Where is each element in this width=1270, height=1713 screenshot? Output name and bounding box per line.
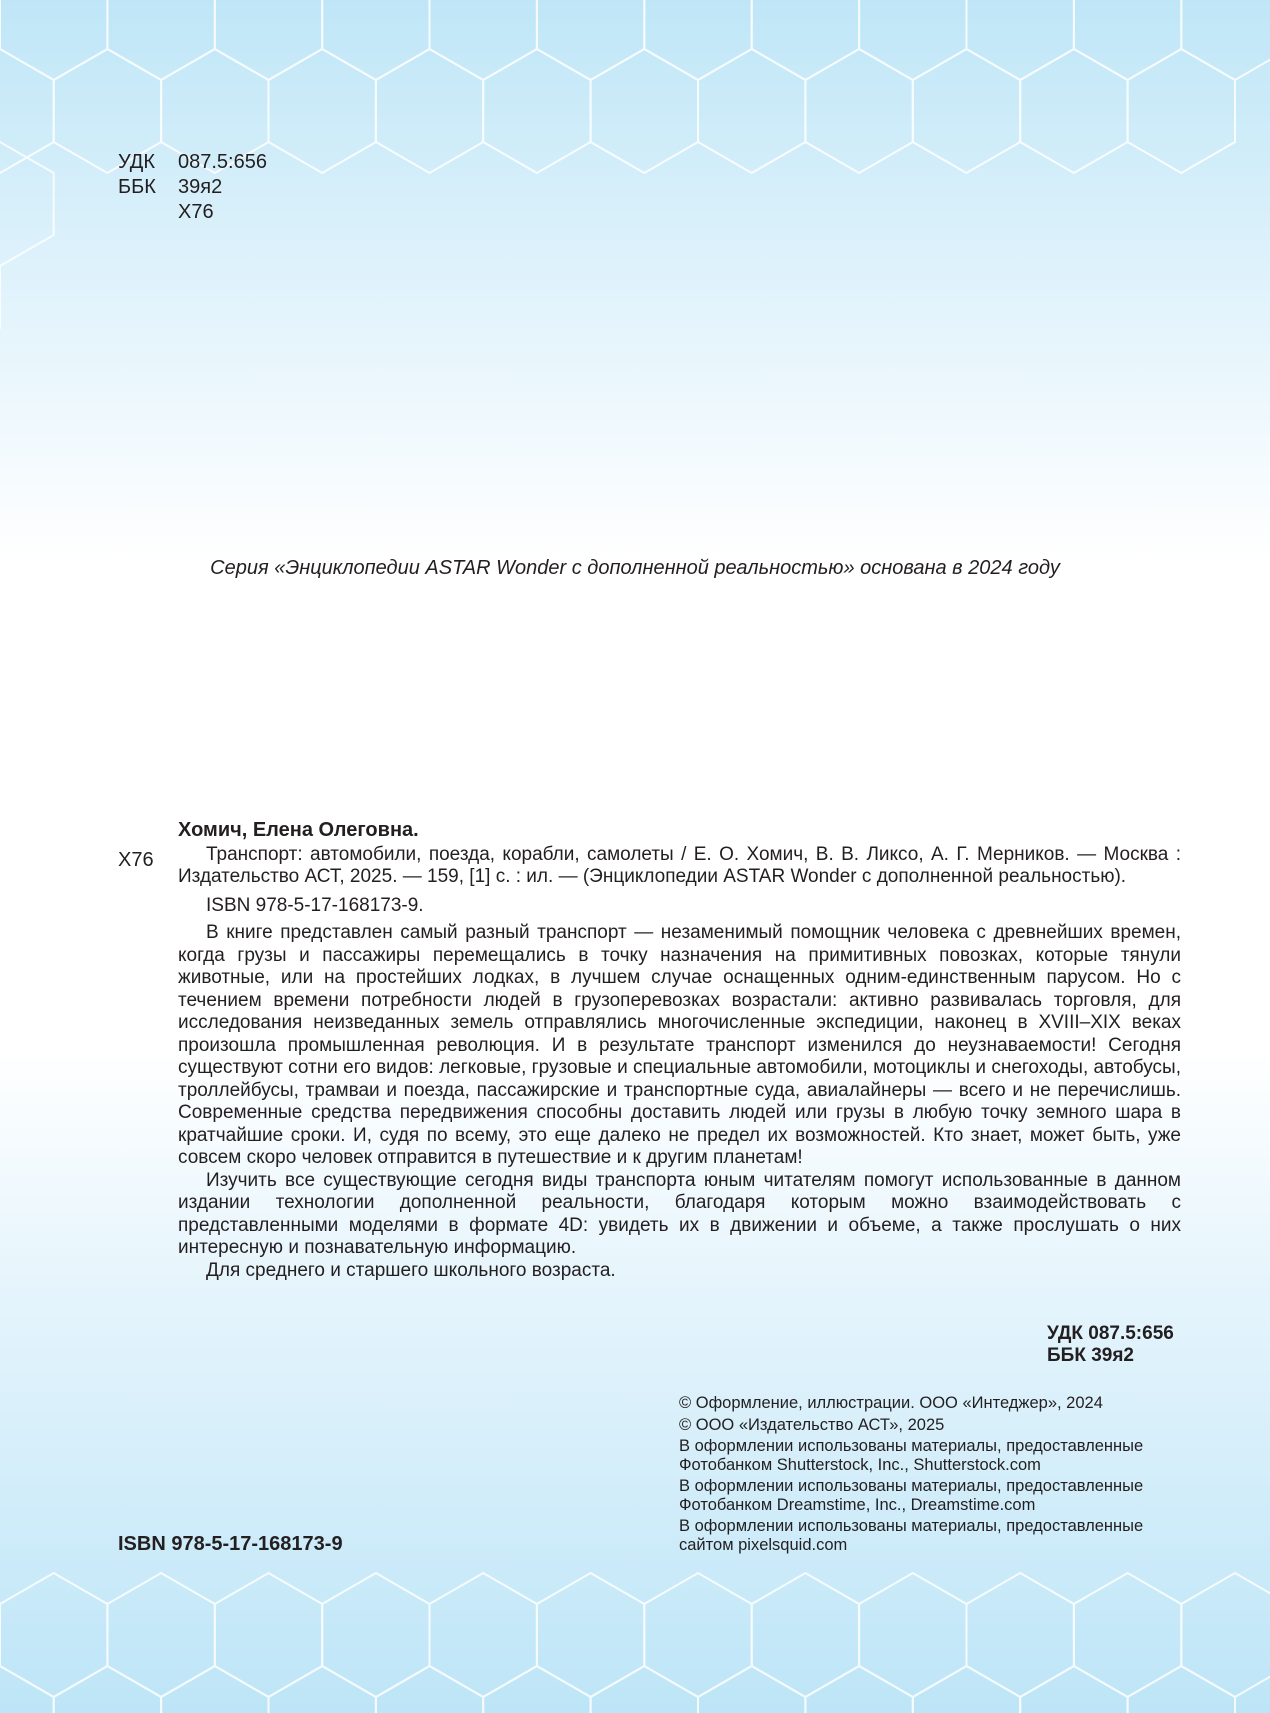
hexagon-shape xyxy=(1020,49,1127,173)
hexagon-shape xyxy=(107,1573,214,1697)
hexagon-shape xyxy=(376,1666,483,1713)
age-note: Для среднего и старшего школьного возраста. xyxy=(206,1259,616,1281)
hexagon-pattern-side xyxy=(0,142,54,359)
catalog-bibliographic-description: Транспорт: автомобили, поезда, корабли, самолеты / Е. О. Хомич, В. В. Ликсо, А. Г. Мерников. — Москва : Издательство АСТ, 2025. — 159, [1] с. : ил. — (Энциклопедии ASTAR Wonder с дополненной реальностью). xyxy=(178,843,1181,887)
catalog-card xyxy=(178,819,1181,1282)
credit-line: сайтом pixelsquid.com xyxy=(679,1535,848,1554)
credit-line: В оформлении использованы материалы, предоставленные xyxy=(679,1437,1144,1455)
hexagon-shape xyxy=(967,1573,1074,1697)
bbk-row xyxy=(118,175,267,200)
bottom-bbk: ББК 39я2 xyxy=(1047,1345,1134,1366)
classification-block xyxy=(118,150,267,225)
credit-shutterstock xyxy=(679,1437,1199,1474)
udk-value: 087.5:656 xyxy=(178,151,267,173)
credit-line: Фотобанком Shutterstock, Inc., Shutterstock.com xyxy=(679,1455,1041,1474)
hexagon-shape xyxy=(805,49,912,173)
hexagon-shape xyxy=(1128,49,1235,173)
series-note: Серия «Энциклопедии ASTAR Wonder с дополненной реальностью» основана в 2024 году xyxy=(210,557,1060,579)
hexagon-shape xyxy=(0,1573,107,1697)
bottom-classification xyxy=(1047,1323,1174,1367)
hexagon-shape xyxy=(537,1573,644,1697)
hexagon-shape xyxy=(698,49,805,173)
hexagon-shape xyxy=(805,1666,912,1713)
hexagon-shape xyxy=(1020,1666,1127,1713)
hexagon-shape xyxy=(752,0,859,80)
hexagon-shape xyxy=(913,1666,1020,1713)
hexagon-shape xyxy=(591,49,698,173)
bbk-label: ББК xyxy=(118,176,156,198)
hexagon-shape xyxy=(215,0,322,80)
hexagon-shape xyxy=(161,1666,268,1713)
hexagon-shape xyxy=(1074,1573,1181,1697)
hexagon-shape xyxy=(859,1573,966,1697)
hexagon-shape xyxy=(0,1666,54,1713)
catalog-author: Хомич, Елена Олеговна. xyxy=(178,819,419,841)
annotation-paragraph: В книге представлен самый разный транспорт — незаменимый помощник человека с древнейших времен, когда грузы и пассажиры перемещались в точку назначения на примитивных повозках, которые тянули животные, или на простейших лодках, в лучшем случае оснащенных одним-единственным парусом. Но с течением времени потребности людей в грузоперевозках возрастали: активно развивалась торговля, для исследования неизведанных земель отправлялись многочисленные экспедиции, наконец в XVIII–XIX веках произошла промышленная революция. И в результате транспорт изменился до неузнаваемости! Сегодня существуют сотни его видов: легковые, грузовые и специальные автомобили, мотоциклы и снегоходы, автобусы, троллейбусы, трамваи и поезда, пассажирские и транспортные суда, авиалайнеры — всего и не перечислишь. Современные средства передвижения способны доставить людей или грузы в любую точку земного шара в кратчайшие сроки. И, судя по всему, это еще далеко не предел их возможностей. Кто знает, может быть, уже совсем скоро человек отправится в путешествие и к другим планетам! xyxy=(178,922,1181,1168)
hexagon-shape xyxy=(913,49,1020,173)
catalog-isbn: ISBN 978-5-17-168173-9. xyxy=(206,894,424,916)
author-mark: Х76 xyxy=(178,201,214,223)
hexagon-shape xyxy=(269,49,376,173)
credit-line: В оформлении использованы материалы, предоставленные xyxy=(679,1477,1144,1495)
author-mark-row xyxy=(118,200,267,225)
credit-pixelsquid xyxy=(679,1517,1199,1554)
hexagon-shape xyxy=(483,1666,590,1713)
credit-line: В оформлении использованы материалы, предоставленные xyxy=(679,1517,1144,1535)
hexagon-shape xyxy=(376,49,483,173)
hexagon-shape xyxy=(859,0,966,80)
hexagon-shape xyxy=(322,0,429,80)
hexagon-shape xyxy=(483,49,590,173)
credit-line: Фотобанком Dreamstime, Inc., Dreamstime.com xyxy=(679,1495,1036,1514)
isbn-bottom: ISBN 978-5-17-168173-9 xyxy=(118,1533,343,1555)
bbk-value: 39я2 xyxy=(178,176,223,198)
hexagon-shape xyxy=(644,0,751,80)
hexagon-shape xyxy=(430,0,537,80)
hexagon-shape xyxy=(1074,0,1181,80)
hexagon-shape xyxy=(54,1666,161,1713)
hexagon-shape xyxy=(0,0,107,80)
hexagon-shape xyxy=(1181,1573,1270,1697)
copyright-design: © Оформление, иллюстрации. ООО «Интеджер», 2024 xyxy=(679,1394,1103,1412)
hexagon-shape xyxy=(644,1573,751,1697)
hexagon-shape xyxy=(1128,1666,1235,1713)
hexagon-shape xyxy=(967,0,1074,80)
hexagon-shape xyxy=(591,1666,698,1713)
hexagon-shape xyxy=(215,1573,322,1697)
hexagon-shape xyxy=(322,1573,429,1697)
hexagon-shape xyxy=(0,49,54,173)
hexagon-pattern-bottom xyxy=(0,1573,1270,1713)
udk-row xyxy=(118,150,267,175)
hexagon-pattern-top xyxy=(0,0,1270,173)
copyright-publisher: © ООО «Издательство АСТ», 2025 xyxy=(679,1415,945,1434)
hexagon-shape xyxy=(752,1573,859,1697)
credit-dreamstime xyxy=(679,1477,1199,1514)
copyright-block xyxy=(679,1394,1199,1557)
catalog-index-mark: Х76 xyxy=(118,849,154,871)
annotation-paragraph: Изучить все существующие сегодня виды транспорта юным читателям помогут использованные в данном издании технологии дополненной реальности, благодаря которым можно взаимодействовать с представленными моделями в формате 4D: увидеть их в движении и объеме, а также прослушать о них интересную и познавательную информацию. xyxy=(178,1169,1181,1258)
hexagon-shape xyxy=(430,1573,537,1697)
bottom-udk: УДК 087.5:656 xyxy=(1047,1323,1174,1344)
hexagon-shape xyxy=(0,142,54,266)
hexagon-shape xyxy=(1181,0,1270,80)
udk-label: УДК xyxy=(118,151,156,173)
hexagon-shape xyxy=(107,0,214,80)
hexagon-shape xyxy=(537,0,644,80)
hexagon-shape xyxy=(698,1666,805,1713)
hexagon-shape xyxy=(269,1666,376,1713)
